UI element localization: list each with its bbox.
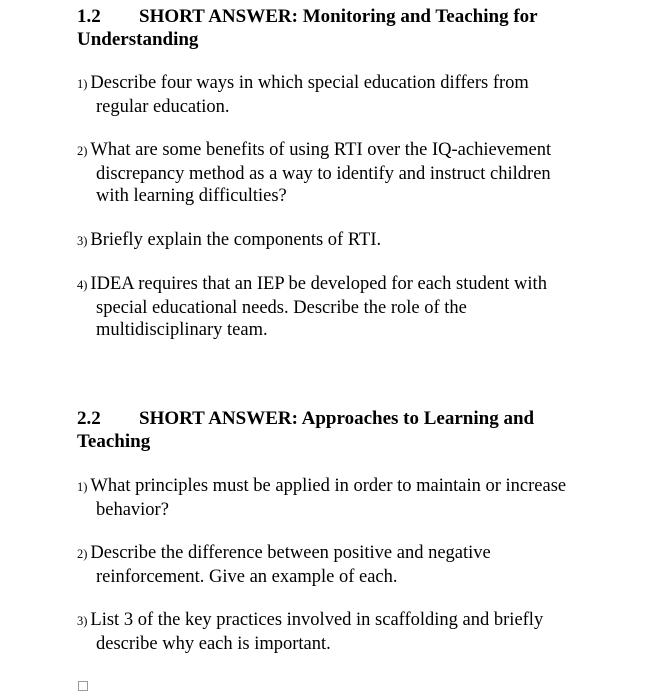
question-number: 1): [77, 77, 88, 91]
question-number: 2): [77, 144, 88, 158]
question-1-2-4: [77, 273, 577, 342]
question-text: IDEA requires that an IEP be developed for each student with special educational needs. Describe the role of the multidisciplinary team.: [90, 274, 547, 340]
question-text: Briefly explain the components of RTI.: [90, 230, 382, 250]
section-title: SHORT ANSWER: Monitoring and Teaching for Understanding: [77, 6, 538, 50]
question-number: 1): [77, 480, 88, 494]
section-number: 2.2: [77, 408, 101, 429]
question-1-2-3: [77, 229, 577, 253]
question-2-2-3: [77, 609, 577, 655]
question-number: 4): [77, 278, 88, 292]
question-2-2-1: [77, 475, 577, 521]
question-text: Describe the difference between positive and negative reinforcement. Give an example of each.: [90, 543, 491, 587]
question-number: 3): [77, 614, 88, 628]
section-number: 1.2: [77, 6, 101, 27]
section-title: SHORT ANSWER: Approaches to Learning and Teaching: [77, 408, 535, 452]
section-heading-1-2: [77, 6, 577, 51]
question-text: What are some benefits of using RTI over the IQ-achievement discrepancy method as a way to identify and instruct children with learning difficulties?: [90, 140, 552, 206]
question-text: List 3 of the key practices involved in scaffolding and briefly describe why each is important.: [90, 610, 544, 654]
question-number: 3): [77, 234, 88, 248]
question-1-2-2: [77, 139, 577, 208]
question-text: What principles must be applied in order to maintain or increase behavior?: [90, 476, 567, 520]
question-text: Describe four ways in which special education differs from regular education.: [90, 73, 529, 117]
question-number: 2): [77, 547, 88, 561]
checkbox[interactable]: [78, 681, 88, 691]
question-1-2-1: [77, 72, 577, 118]
question-2-2-2: [77, 542, 577, 588]
section-heading-2-2: [77, 408, 577, 453]
